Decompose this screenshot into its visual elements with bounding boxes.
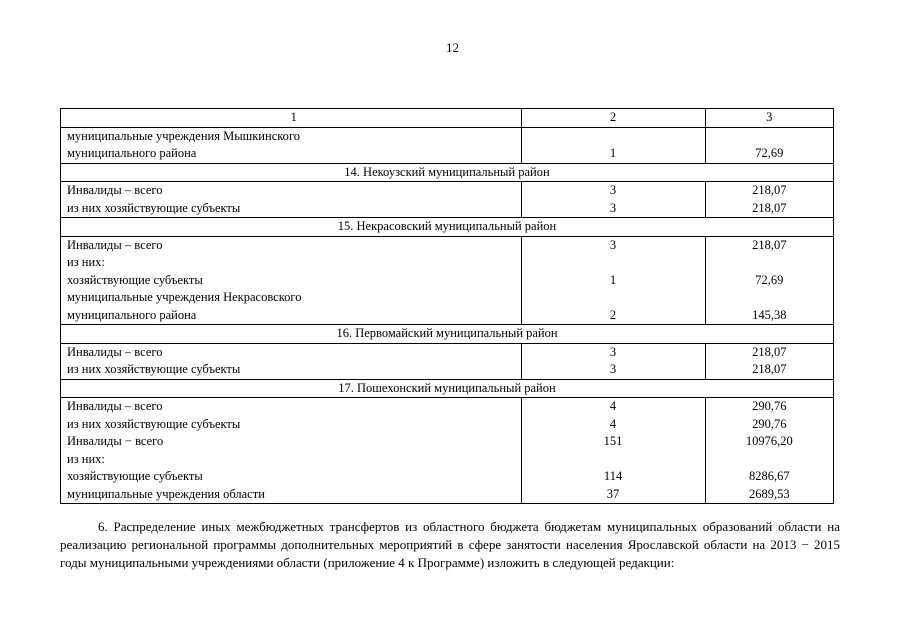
table-row (61, 127, 834, 145)
row-count-cell: 3 (521, 236, 705, 254)
row-amount-cell (705, 254, 833, 272)
table-row (61, 254, 834, 272)
row-amount-cell: 218,07 (705, 361, 833, 379)
row-amount-cell: 218,07 (705, 182, 833, 200)
row-amount-cell: 72,69 (705, 145, 833, 163)
row-count-cell (521, 289, 705, 307)
row-amount-cell: 290,76 (705, 416, 833, 434)
row-amount-cell: 72,69 (705, 272, 833, 290)
table-row (61, 182, 834, 200)
row-label-cell: хозяйствующие субъекты (61, 272, 522, 290)
row-label-cell: из них хозяйствующие субъекты (61, 416, 522, 434)
table-row (61, 145, 834, 163)
table-row (61, 468, 834, 486)
row-amount-cell: 218,07 (705, 343, 833, 361)
row-label-cell: Инвалиды – всего (61, 236, 522, 254)
row-label-cell: муниципального района (61, 145, 522, 163)
table-row (61, 307, 834, 325)
row-amount-cell (705, 289, 833, 307)
header-cell-col-2: 2 (521, 109, 705, 128)
row-count-cell: 114 (521, 468, 705, 486)
row-count-cell: 4 (521, 398, 705, 416)
row-count-cell: 3 (521, 182, 705, 200)
header-cell-col-3: 3 (705, 109, 833, 128)
row-label-cell: муниципальные учреждения Некрасовского (61, 289, 522, 307)
page-number: 12 (446, 40, 459, 55)
table-header-row (61, 109, 834, 128)
row-label-cell: муниципального района (61, 307, 522, 325)
row-label-cell: хозяйствующие субъекты (61, 468, 522, 486)
header-cell-col-1: 1 (61, 109, 522, 128)
table-row (61, 343, 834, 361)
row-count-cell (521, 254, 705, 272)
section-header-row (61, 379, 834, 398)
table-row (61, 289, 834, 307)
row-amount-cell: 218,07 (705, 236, 833, 254)
row-amount-cell: 290,76 (705, 398, 833, 416)
row-label-cell: из них: (61, 451, 522, 469)
section-title: 15. Некрасовский муниципальный район (61, 218, 834, 237)
section-title: 17. Пошехонский муниципальный район (61, 379, 834, 398)
table-row (61, 451, 834, 469)
row-label-cell: Инвалиды – всего (61, 398, 522, 416)
row-amount-cell: 145,38 (705, 307, 833, 325)
section-header-row (61, 163, 834, 182)
row-label-cell: из них: (61, 254, 522, 272)
table-row (61, 361, 834, 379)
row-amount-cell (705, 127, 833, 145)
table-row (61, 236, 834, 254)
row-label-cell: муниципальные учреждения Мышкинского (61, 127, 522, 145)
row-count-cell (521, 451, 705, 469)
row-count-cell (521, 127, 705, 145)
table-row (61, 272, 834, 290)
section-title: 16. Первомайский муниципальный район (61, 325, 834, 344)
section-header-row (61, 325, 834, 344)
row-label-cell: Инвалиды – всего (61, 343, 522, 361)
row-count-cell: 3 (521, 200, 705, 218)
row-label-cell: муниципальные учреждения области (61, 486, 522, 504)
data-table (60, 108, 834, 504)
row-label-cell: из них хозяйствующие субъекты (61, 361, 522, 379)
row-count-cell: 2 (521, 307, 705, 325)
row-count-cell: 1 (521, 272, 705, 290)
row-amount-cell: 2689,53 (705, 486, 833, 504)
table-row (61, 416, 834, 434)
row-amount-cell: 218,07 (705, 200, 833, 218)
row-count-cell: 3 (521, 343, 705, 361)
section-title: 14. Некоузский муниципальный район (61, 163, 834, 182)
row-count-cell: 1 (521, 145, 705, 163)
table-row (61, 486, 834, 504)
row-label-cell: из них хозяйствующие субъекты (61, 200, 522, 218)
table-row (61, 200, 834, 218)
row-count-cell: 3 (521, 361, 705, 379)
table-row (61, 433, 834, 451)
row-label-cell: Инвалиды − всего (61, 433, 522, 451)
row-amount-cell (705, 451, 833, 469)
row-count-cell: 37 (521, 486, 705, 504)
row-count-cell: 151 (521, 433, 705, 451)
body-paragraph: 6. Распределение иных межбюджетных трансфертов из областного бюджета бюджетам муниципальных образований области на реализацию региональной программы дополнительных мероприятий в сфере занятости населения Ярославской области на 2013 − 2015 годы муниципальными учреждениями области (приложение 4 к Программе) изложить в следующей редакции: (60, 519, 840, 570)
row-amount-cell: 10976,20 (705, 433, 833, 451)
table-row (61, 398, 834, 416)
row-amount-cell: 8286,67 (705, 468, 833, 486)
row-count-cell: 4 (521, 416, 705, 434)
section-header-row (61, 218, 834, 237)
table-body (61, 109, 834, 504)
row-label-cell: Инвалиды – всего (61, 182, 522, 200)
